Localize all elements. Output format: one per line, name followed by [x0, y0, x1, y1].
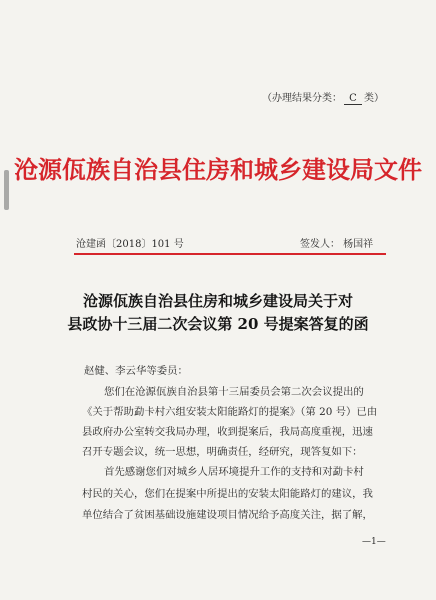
- document-title-line-2: 县政协十三届二次会议第 20 号提案答复的函: [67, 315, 369, 333]
- body-line: 召开专题会议，统一思想，明确责任，经研究，现答复如下：: [82, 446, 363, 458]
- page-number: —1—: [362, 537, 386, 547]
- salutation: 赵健、李云华等委员：: [84, 365, 188, 377]
- body-line: 您们在沧源佤族自治县第十三届委员会第二次会议提出的: [104, 386, 364, 398]
- document-number: 沧建函〔2018〕101 号: [76, 239, 184, 250]
- classification-prefix: （办理结果分类：: [262, 93, 342, 104]
- classification-suffix: 类）: [364, 93, 384, 104]
- body-line: 单位结合了贫困基础设施建设项目情况给予高度关注，据了解，: [82, 509, 373, 521]
- classification-note: [262, 89, 384, 105]
- body-line: 首先感谢您们对城乡人居环境提升工作的支持和对勐卡村: [104, 466, 364, 478]
- document-title-line-1: 沧源佤族自治县住房和城乡建设局关于对: [82, 292, 353, 310]
- classification-grade: C: [344, 93, 362, 105]
- body-line: 《关于帮助勐卡村六组安装太阳能路灯的提案》（第 20 号）已由: [82, 406, 378, 418]
- body-line: 村民的关心，您们在提案中所提出的安装太阳能路灯的建议，我: [82, 488, 373, 500]
- body-line: 县政府办公室转交我局办理，收到提案后，我局高度重视，迅速: [82, 426, 373, 438]
- signer: 签发人： 杨国祥: [300, 239, 374, 250]
- issuing-organization-title: 沧源佤族自治县住房和城乡建设局文件: [14, 155, 422, 184]
- red-divider-line: [74, 253, 386, 255]
